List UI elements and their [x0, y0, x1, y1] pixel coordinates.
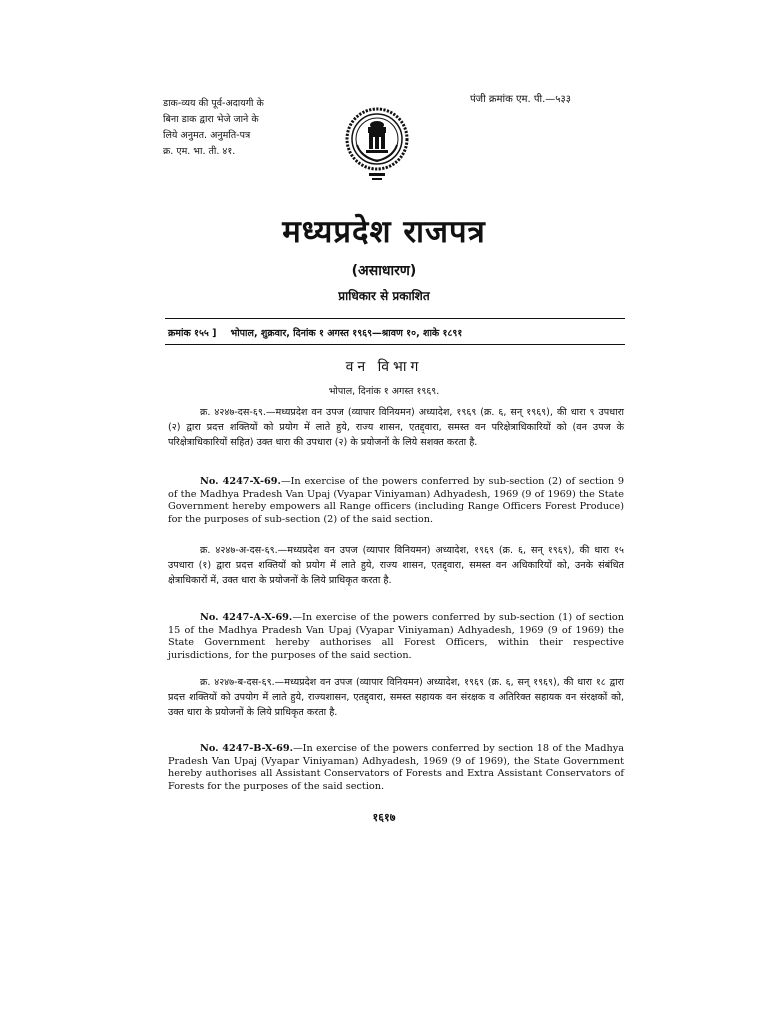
postal-note-line: बिना डाक द्वारा भेजे जाने के [163, 114, 259, 125]
postal-note-line: लिये अनुमत. अनुमति-पत्र [163, 130, 251, 141]
english-notification-2 [168, 612, 624, 662]
notification-body: —In exercise of the powers conferred by sub-section (1) of section 15 of the Madhya Pradesh Van Upaj (Vyapar Viniyaman) Adhyadesh, 1969 (9 of 1969) the State Government hereby authorises all Forest Officers, within their respective jurisdictions, for the purposes of the said section. [168, 612, 624, 661]
notification-body: —In exercise of the powers conferred by section 18 of the Madhya Pradesh Van Upaj (Vyapar Viniyaman) Adhyadesh, 1969 (9 of 1969), the State Government hereby authorises all Assistant Conservators of Forests and Extra Assistant Conservators of Forests for the purposes of the said section. [168, 743, 624, 792]
postal-note-line: क्र. एम. भा. ती. ४१. [163, 146, 236, 157]
notification-body: —In exercise of the powers conferred by sub-section (2) of section 9 of the Madhya Pradesh Van Upaj (Vyapar Viniyaman) Adhyadesh, 1969 (9 of 1969) the State Government hereby empowers all Range officers (including Range Officers Forest Produce) for the purposes of sub-section (2) of the said section. [168, 476, 625, 525]
postal-note-line: डाक-व्यय की पूर्व-अदायगी के [163, 98, 264, 109]
gazette-subtitle: (असाधारण) [351, 263, 417, 279]
bottom-divider [165, 344, 625, 345]
state-emblem-icon [345, 107, 409, 189]
postal-note [163, 96, 313, 160]
notification-number: No. 4247-A-X-69. [200, 612, 293, 623]
gazette-title: मध्यप्रदेश राजपत्र [282, 214, 486, 250]
notification-dateline: भोपाल, दिनांक १ अगस्त १९६९. [328, 386, 440, 397]
hindi-notification-1: क्र. ४२४७-दस-६९.—मध्यप्रदेश वन उपज (व्यापार विनियमन) अध्यादेश, १९६९ (क्र. ६, सन् १९६९), की धारा ९ उपधारा (२) द्वारा प्रदत्त शक्तियों को प्रयोग में लाते हुये, राज्य शासन, एतद्द्वारा, समस्त वन परिक्षेत्राधिकारियों को (वन उपज के परिक्षेत्राधिकारियों सहित) उक्त धारा की उपधारा (२) के प्रयोजनों के लिये सशक्त करता है. [168, 407, 624, 449]
hindi-notification-2: क्र. ४२४७-अ-दस-६९.—मध्यप्रदेश वन उपज (व्यापार विनियमन) अध्यादेश, १९६९ (क्र. ६, सन् १९६९), की धारा १५ उपधारा (१) द्वारा प्रदत्त शक्तियों को प्रयोग में लाते हुये, राज्य शासन, एतद्द्वारा, समस्त वन अधिकारियों को, उनके संबंधित क्षेत्राधिकारों में, उक्त धारा के प्रयोजनों के लिये प्राधिकृत करता है. [168, 545, 624, 587]
issue-number: क्रमांक १५५ ] [168, 328, 217, 339]
registration-number: पंजी क्रमांक एम. पी.—५३३ [470, 94, 571, 105]
english-notification-1 [168, 476, 624, 526]
notification-number: No. 4247-B-X-69. [200, 743, 293, 754]
department-heading: वन विभाग [345, 359, 423, 375]
hindi-notification-3: क्र. ४२४७-ब-दस-६९.—मध्यप्रदेश वन उपज (व्यापार विनियमन) अध्यादेश, १९६९ (क्र. ६, सन् १९६९), की धारा १८ द्वारा प्रदत्त शक्तियों को उपयोग में लाते हुये, राज्यशासन, एतद्द्वारा, समस्त सहायक वन संरक्षक व अतिरिक्त सहायक वन संरक्षकों को, उक्त धारा के प्रयोजनों के लिये प्राधिकृत करता है. [168, 677, 624, 719]
issue-date: भोपाल, शुक्रवार, दिनांक १ अगस्त १९६९—श्रावण १०, शाके १८९१ [230, 328, 463, 339]
publication-authority: प्राधिकार से प्रकाशित [338, 289, 430, 303]
top-divider [165, 318, 625, 319]
page-number: १६१७ [372, 811, 396, 824]
english-notification-3 [168, 743, 624, 793]
issue-line [168, 326, 624, 339]
notification-number: No. 4247-X-69. [200, 476, 281, 487]
